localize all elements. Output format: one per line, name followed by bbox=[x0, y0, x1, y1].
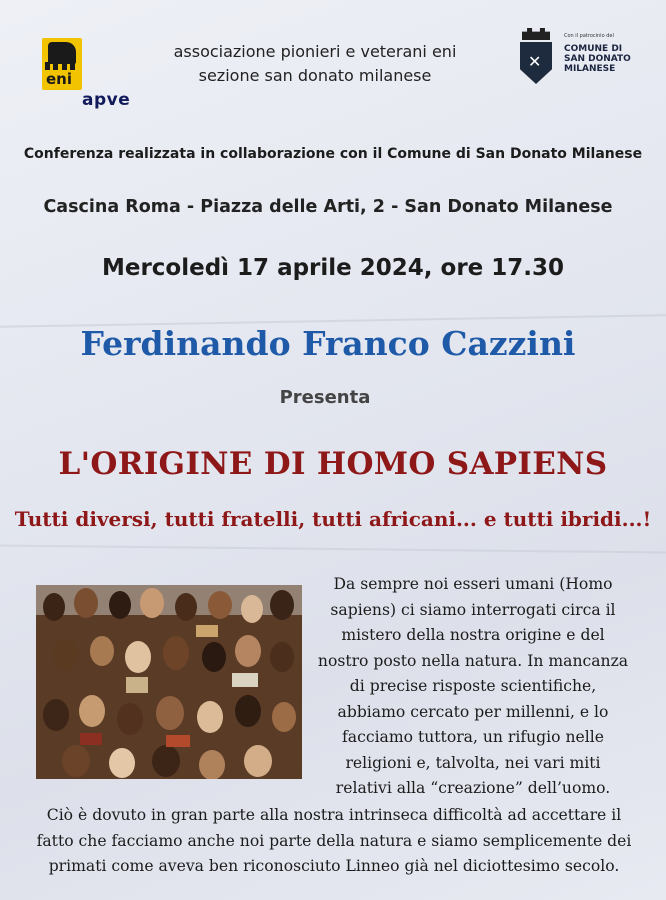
paragraph-line: di precise risposte scientifiche, bbox=[349, 677, 597, 695]
paragraph-line: mistero della nostra origine e del bbox=[341, 626, 605, 644]
crown-icon bbox=[522, 28, 550, 40]
paragraph-line: religioni e, talvolta, nei vari miti bbox=[345, 753, 601, 772]
association-name bbox=[150, 40, 480, 88]
paragraph-line: sapiens) ci siamo interrogati circa il bbox=[330, 600, 616, 619]
presents-label: Presenta bbox=[279, 387, 371, 408]
people-illustration-icon bbox=[36, 585, 302, 779]
paragraph-line: facciamo tuttora, un rifugio nelle bbox=[342, 728, 604, 746]
comune-crest-icon: ✕ bbox=[518, 28, 554, 90]
conference-title: L'ORIGINE DI HOMO SAPIENS bbox=[58, 446, 608, 482]
second-paragraph bbox=[14, 803, 654, 880]
paragraph-line: Da sempre noi esseri umani (Homo bbox=[333, 575, 613, 593]
eni-logo-text: eni bbox=[46, 70, 72, 88]
comune-line: MILANESE bbox=[564, 64, 616, 74]
eni-logo bbox=[42, 38, 82, 90]
comune-name bbox=[564, 44, 644, 74]
conference-subtitle: Tutti diversi, tutti fratelli, tutti africani... e tutti ibridi...! bbox=[14, 507, 652, 531]
paragraph-line: Ciò è dovuto in gran parte alla nostra intrinseca difficoltà ad accettare il bbox=[46, 806, 622, 824]
association-line: associazione pionieri e veterani eni bbox=[173, 42, 457, 61]
comune-line: SAN DONATO bbox=[564, 54, 631, 64]
paragraph-line: nostro posto nella natura. In mancanza bbox=[317, 651, 629, 670]
paragraph-line: relativi alla “creazione” dell’uomo. bbox=[335, 779, 611, 797]
paragraph-line: abbiamo cercato per millenni, e lo bbox=[337, 702, 609, 721]
human-diversity-illustration bbox=[36, 585, 302, 779]
comune-line: COMUNE DI bbox=[564, 44, 623, 54]
paragraph-line: fatto che facciamo anche noi parte della natura e siamo semplicemente dei bbox=[36, 831, 632, 850]
event-location: Cascina Roma - Piazza delle Arti, 2 - San Donato Milanese bbox=[43, 197, 613, 217]
association-line: sezione san donato milanese bbox=[198, 66, 432, 85]
six-legged-dog-icon bbox=[48, 42, 76, 64]
speaker-name: Ferdinando Franco Cazzini bbox=[80, 324, 576, 363]
comune-patronage: Con il patrocinio del bbox=[564, 33, 614, 39]
collaboration-note: Conferenza realizzata in collaborazione con il Comune di San Donato Milanese bbox=[23, 146, 643, 162]
intro-paragraph bbox=[308, 572, 638, 802]
paper-fold bbox=[0, 545, 666, 554]
paragraph-line: primati come aveva ben riconosciuto Linneo già nel diciottesimo secolo. bbox=[48, 857, 620, 875]
apve-label: apve bbox=[82, 90, 131, 110]
event-date: Mercoledì 17 aprile 2024, ore 17.30 bbox=[101, 255, 565, 281]
